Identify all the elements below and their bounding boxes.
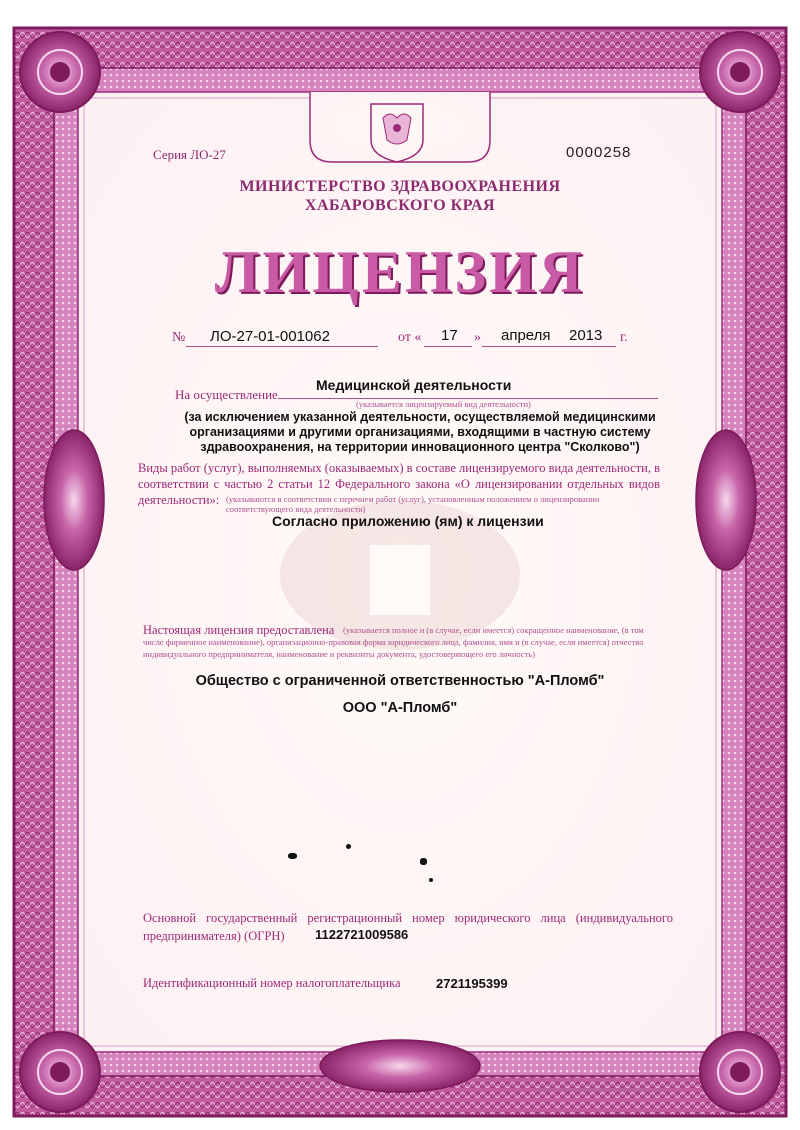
printer-imprint: ФГУП «ЦЕНТРИНФОРМ», г. КРАСНОЯРСК, 2012 г. <box>535 1088 671 1094</box>
activity-label: На осуществление <box>175 387 278 402</box>
corner-rosette-tr <box>700 32 780 112</box>
number-prefix: № <box>172 330 186 345</box>
activity-note: (за исключением указанной деятельности, осуществляемой медицинскими организациями и другими организациями, входящими в частную систему здравоохранения, на территории инновационного центра "Сколково") <box>184 410 656 454</box>
granted-hint: (указывается полное и (в случае, если имеется) сокращенное наименование, (в том числе фирменное наименование), организационно-правовая форма юридического лица, фамилия, имя и (в случае, если имеется) отчество индивидуального предпринимателя, наименование и реквизиты документа, удостоверяющего его личность) <box>143 625 644 659</box>
blank-number: 0000258 <box>566 144 632 161</box>
inn-value: 2721195399 <box>436 976 508 991</box>
ogrn-value: 1122721009586 <box>315 927 409 942</box>
works-value: Согласно приложению (ям) к лицензии <box>272 513 544 529</box>
date-day: 17 <box>441 327 458 344</box>
license-number: ЛО-27-01-001062 <box>210 328 330 345</box>
date-year: 2013 <box>569 327 603 344</box>
ministry-line2: ХАБАРОВСКОГО КРАЯ <box>304 197 496 214</box>
date-month: апреля <box>501 327 551 344</box>
date-close-quote: » <box>474 330 481 345</box>
ogrn-label: Основной государственный регистрационный номер юридического лица (индивидуального предпринимателя) (ОГРН) <box>143 911 673 943</box>
org-full-name: Общество с ограниченной ответственностью "А-Пломб" <box>195 673 605 689</box>
activity-hint: (указывается лицензируемый вид деятельности) <box>356 399 531 409</box>
date-year-suffix: г. <box>620 330 628 345</box>
corner-rosette-bl <box>20 1032 100 1112</box>
inn-label: Идентификационный номер налогоплательщика <box>143 976 401 990</box>
date-from-label: от « <box>398 330 422 345</box>
org-short-name: ООО "А-Пломб" <box>342 700 458 716</box>
works-hint: (указываются в соответствии с перечнем работ (услуг), установленным положением о лицензировании соответствующего вида деятельности) <box>226 494 600 514</box>
series-label: Серия ЛО-27 <box>153 147 226 162</box>
granted-label: Настоящая лицензия предоставлена <box>143 623 335 637</box>
corner-rosette-br <box>700 1032 780 1112</box>
document-title: ЛИЦЕНЗИЯ <box>214 239 586 305</box>
works-label: Виды работ (услуг), выполняемых (оказываемых) в составе лицензируемого вида деятельности, в соответствии с частью 2 статьи 12 Федерального закона «О лицензировании отдельных видов деятельности»: <box>138 461 660 507</box>
corner-rosette-tl <box>20 32 100 112</box>
ministry-line1: МИНИСТЕРСТВО ЗДРАВООХРАНЕНИЯ <box>239 178 561 195</box>
activity-value: Медицинской деятельности <box>316 377 512 393</box>
